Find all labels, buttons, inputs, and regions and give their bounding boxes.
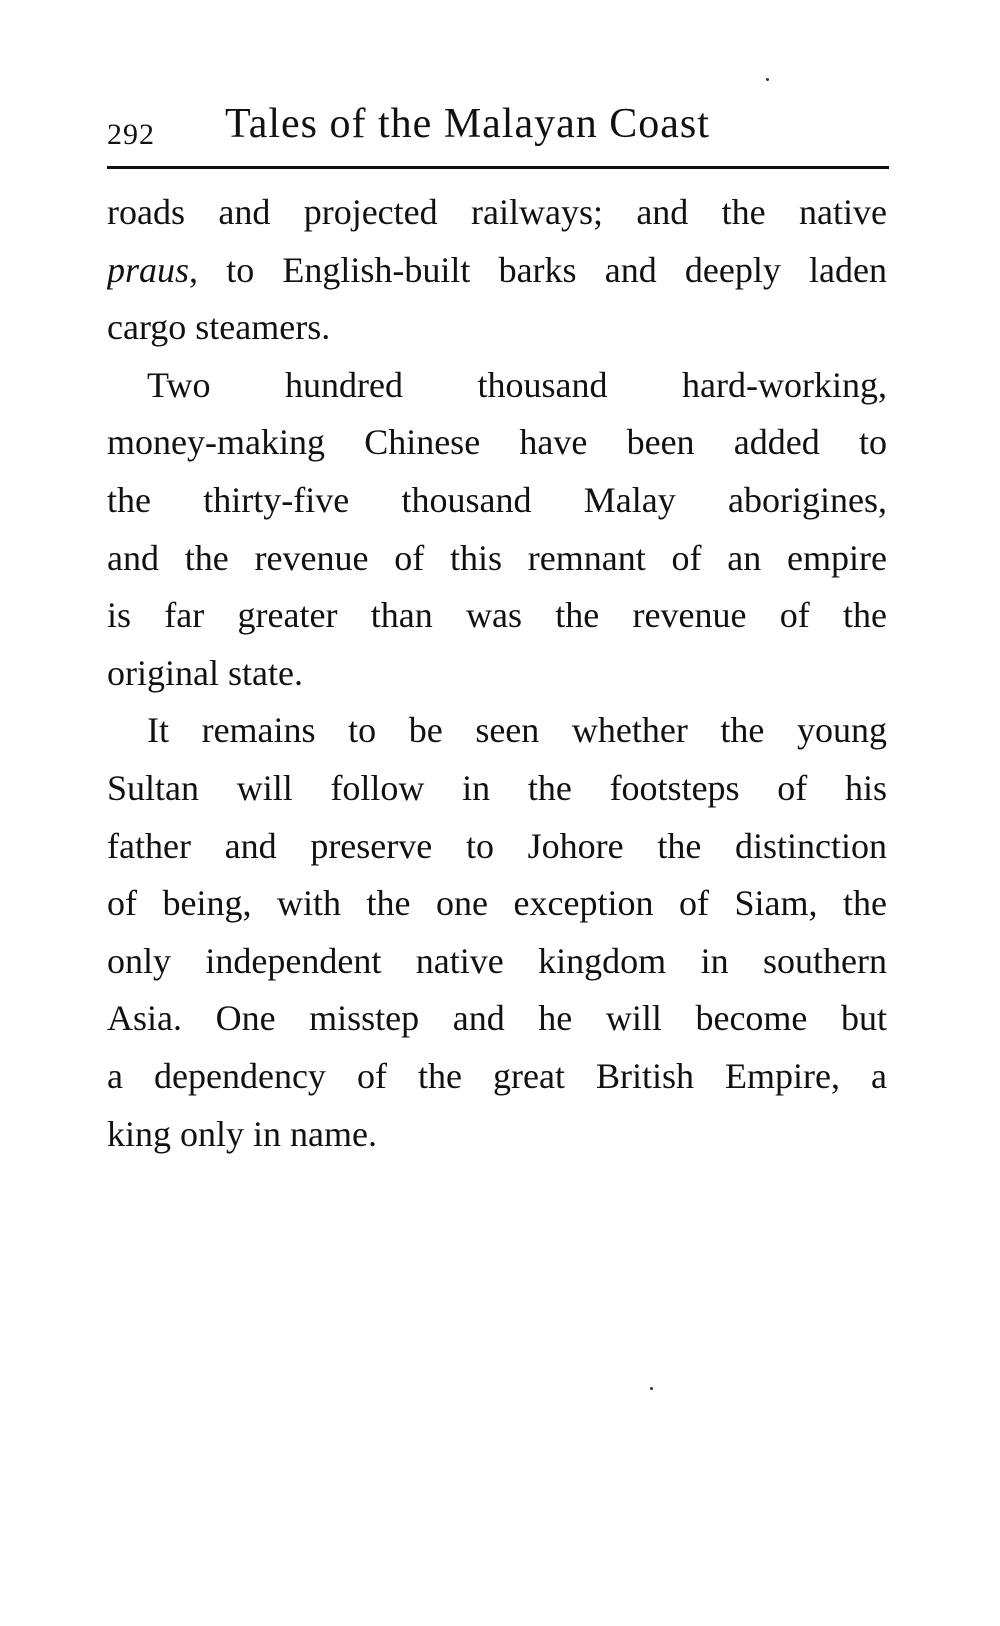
text-segment: original state. (107, 652, 303, 693)
text-segment: money-making Chinese have been added to (107, 422, 887, 463)
text-line (107, 702, 887, 760)
text-line (107, 530, 887, 588)
text-line (107, 1048, 887, 1106)
text-segment: Sultan will follow in the footsteps of his (107, 767, 887, 808)
text-segment: , to English-built barks and deeply laden (189, 249, 887, 290)
text-segment: roads and projected railways; and the native (107, 192, 887, 232)
text-segment: cargo steamers. (107, 307, 331, 348)
italic-word: praus (107, 249, 190, 290)
text-line (107, 818, 887, 876)
text-line (107, 299, 887, 357)
text-line (107, 472, 887, 530)
text-line (107, 875, 887, 933)
body-text (107, 184, 887, 1163)
text-line (107, 990, 887, 1048)
text-segment: of being, with the one exception of Siam, the (107, 883, 887, 924)
text-line (107, 645, 887, 703)
running-head (107, 100, 887, 156)
header-rule (107, 166, 889, 169)
text-line (107, 760, 887, 818)
text-segment: Asia. One misstep and he will become but (107, 998, 887, 1039)
text-line (107, 242, 887, 300)
text-segment: is far greater than was the revenue of the (107, 595, 887, 636)
paper-speck (650, 1387, 653, 1390)
text-line (107, 184, 887, 242)
text-line (107, 933, 887, 991)
text-line (107, 414, 887, 472)
running-title: Tales of the Malayan Coast (225, 101, 710, 147)
text-segment: It remains to be seen whether the young (147, 710, 887, 751)
text-segment: Two hundred thousand hard-working, (147, 364, 887, 405)
text-segment: the thirty-five thousand Malay aborigines, (107, 479, 887, 520)
text-line (107, 587, 887, 645)
paper-speck (766, 78, 769, 81)
text-segment: a dependency of the great British Empire, a (107, 1055, 887, 1096)
text-segment: and the revenue of this remnant of an empire (107, 537, 887, 578)
text-segment: only independent native kingdom in southern (107, 940, 887, 981)
page-number: 292 (107, 118, 155, 151)
text-line (107, 357, 887, 415)
text-line (107, 1106, 887, 1164)
text-segment: king only in name. (107, 1113, 377, 1154)
text-segment: father and preserve to Johore the distinction (107, 825, 887, 866)
